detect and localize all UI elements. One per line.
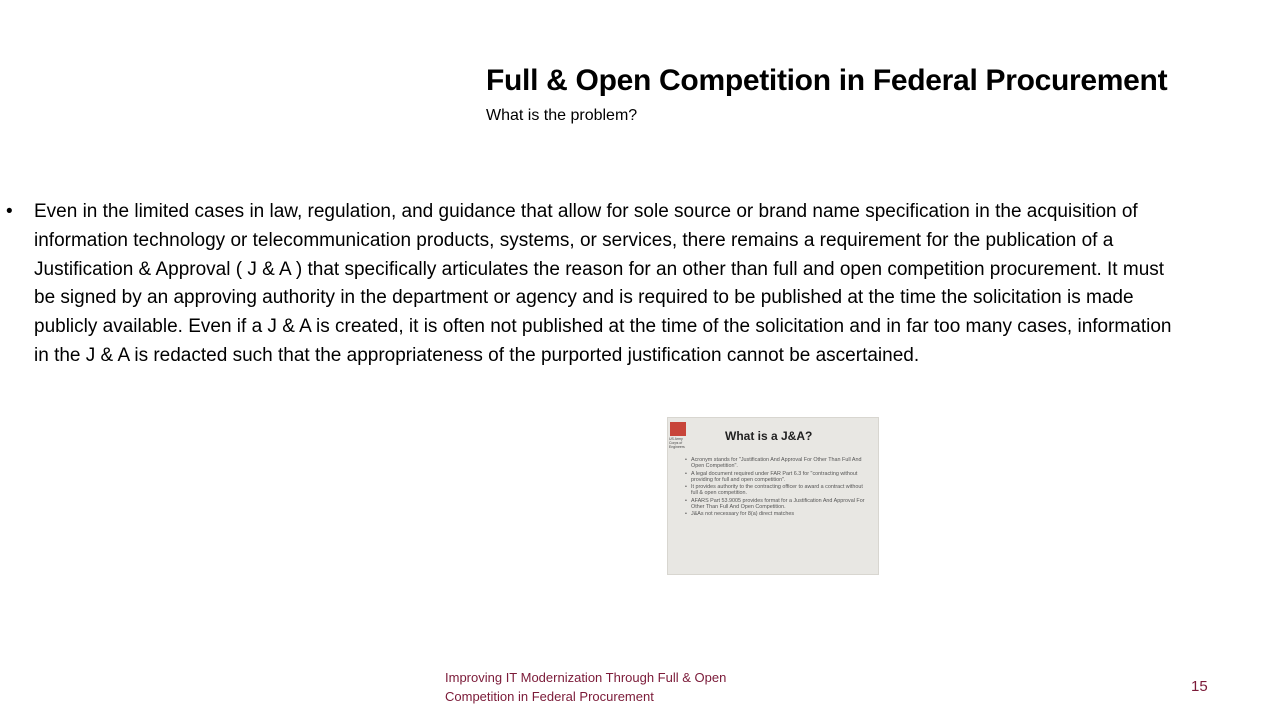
list-item: • AFARS Part 53.9005 provides format for a Justification And Approval For Other Than Full And Open Competition.	[685, 498, 870, 511]
list-item: • A legal document required under FAR Part 6.3 for "contracting without providing for full and open competition".	[685, 471, 870, 484]
jna-image	[667, 417, 879, 575]
bullet-icon: •	[6, 201, 13, 222]
footer-text: Improving IT Modernization Through Full & Open Competition in Federal Procurement	[445, 670, 727, 704]
image-list	[685, 457, 870, 519]
slide-title: Full & Open Competition in Federal Procurement	[486, 64, 1168, 97]
bullet-text: Even in the limited cases in law, regulation, and guidance that allow for sole source or brand name specification in the acquisition of information technology or telecommunication products, systems, or services, there remains a requirement for the publication of a Justification & Approval ( J & A ) that specifically articulates the reason for an other than full and open competition procurement. It must be signed by an approving authority in the department or agency and is required to be published at the time the solicitation is made publicly available. Even if a J & A is created, it is often not published at the time of the solicitation and in far too many cases, information in the J & A is redacted such that the appropriateness of the purported justification cannot be ascertained.	[34, 201, 1172, 366]
bullet-item	[6, 198, 1176, 371]
slide-subtitle: What is the problem?	[486, 107, 638, 124]
army-corps-logo-icon	[670, 422, 686, 436]
image-heading: What is a J&A?	[725, 429, 813, 443]
page-number: 15	[1191, 678, 1208, 695]
logo-caption: US Army Corps of Engineers	[669, 437, 685, 449]
list-item: • J&As not necessary for 8(a) direct matches	[685, 511, 870, 517]
list-item: • It provides authority to the contracting officer to award a contract without full & open competition.	[685, 484, 870, 497]
list-item: • Acronym stands for "Justification And Approval For Other Than Full And Open Competition".	[685, 457, 870, 470]
